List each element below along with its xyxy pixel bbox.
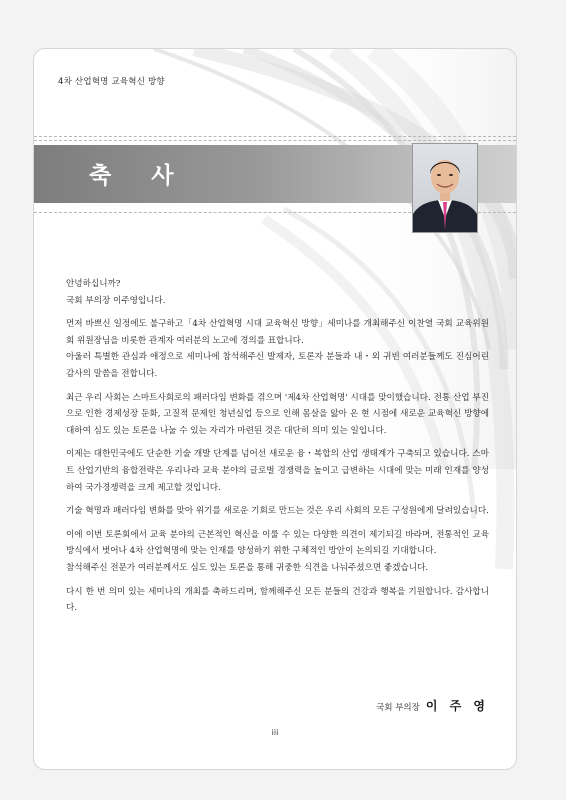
speech-paragraph: 먼저 바쁘신 일정에도 불구하고「4차 산업혁명 시대 교육혁신 방향」세미나를 개최해주신 이찬열 국회 교육위원회 위원장님을 비롯한 관계자 여러분의 노고에 경의를 표합니다. 아울러 특별한 관심과 애정으로 세미나에 참석해주신 발제자, 토론자 분들과 내・외 귀빈 여러분들께도 진심어린 감사의 말씀을 전합니다. <box>66 319 489 379</box>
section-header-label: 4차 산업혁명 교육혁신 방향 <box>58 77 165 87</box>
speech-paragraph: 다시 한 번 의미 있는 세미나의 개최를 축하드리며, 함께해주신 모든 분들의 건강과 행복을 기원합니다. 감사합니다. <box>66 586 489 614</box>
speech-paragraph: 이에 이번 토론회에서 교육 분야의 근본적인 혁신을 이룰 수 있는 다양한 의견이 제기되길 바라며, 전통적인 교육방식에서 벗어나 4차 산업혁명에 맞는 인재를 양성하기 위한 구체적인 방안이 논의되길 기대합니다. 참석해주신 전문가 여러분께서도 심도 있는 토론을 통해 귀중한 식견을 나눠주셨으면 좋겠습니다. <box>66 529 489 573</box>
speech-paragraph: 최근 우리 사회는 스마트사회로의 패러다임 변화를 겪으며 '제4차 산업혁명' 시대를 맞이했습니다. 전통 산업 부진으로 인한 경제성장 둔화, 고질적 문제인 청년실업 등으로 인해 몸살을 앓아 온 현 시점에 새로운 교육혁신 방향에 대하여 심도 있는 토론을 나눌 수 있는 자리가 마련된 것은 대단히 의미 있는 일입니다. <box>66 392 489 436</box>
speech-body <box>66 276 489 624</box>
speech-paragraph: 기술 혁명과 패러다임 변화를 맞아 위기를 새로운 기회로 만드는 것은 우리 사회의 모든 구성원에게 달려있습니다. <box>66 506 489 517</box>
speech-paragraph: 이제는 대한민국에도 단순한 기술 개발 단계를 넘어선 새로운 융・복합의 산업 생태계가 구축되고 있습니다. 스마트 산업기반의 융합전략은 우리나라 교육 분야의 글로벌 경쟁력을 높이고 급변하는 시대에 맞는 미래 인재를 양성하여 국가경쟁력을 크게 제고할 것입니다. <box>66 449 489 493</box>
divider-top-secondary <box>34 140 516 141</box>
page-number: iii <box>271 728 279 737</box>
speaker-portrait <box>412 143 478 233</box>
signature-block <box>376 697 489 714</box>
divider-top <box>34 136 516 137</box>
portrait-icon <box>413 144 477 232</box>
document-page <box>33 48 517 770</box>
speech-paragraph: 안녕하십니까? 국회 부의장 이주영입니다. <box>66 279 166 306</box>
signature-name: 이 주 영 <box>425 699 489 713</box>
page-title: 축 사 <box>89 163 190 189</box>
signature-title: 국회 부의장 <box>376 703 420 713</box>
